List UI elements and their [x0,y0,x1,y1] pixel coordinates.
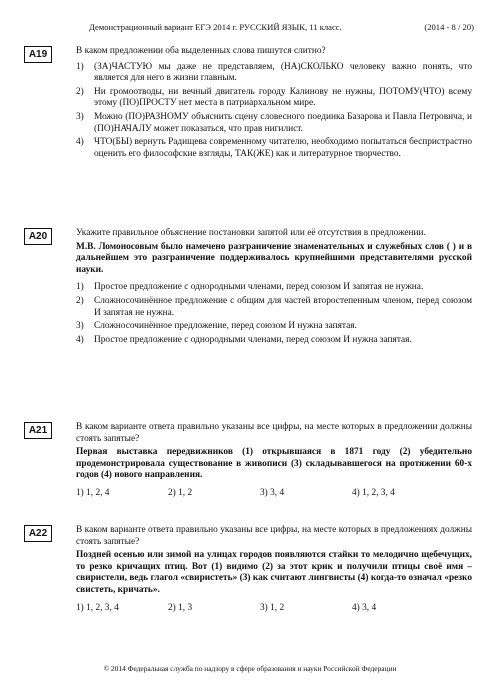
answer-option: 3) Можно (ПО)РАЗНОМУ объяснить сцену словесного поединка Базарова и Павла Петровича, и (ПО)НАЧАЛУ может показаться, что прав нигилист. [76,111,472,134]
answer-choice: 3) 1, 2 [260,602,285,613]
answer-choice: 1) 1, 2, 3, 4 [76,602,119,613]
answer-row [76,488,472,500]
answer-choice: 3) 3, 4 [260,487,285,498]
task-question: Укажите правильное объяснение постановки запятой или её отсутствия в предложении. [76,228,426,238]
answer-option: 2) Сложносочинённое предложение с общим для частей второстепенным членом, перед союзом И запятая не нужна. [76,295,472,318]
task-question: В каком варианте ответа правильно указаны все цифры, на месте которых в предложениях должны стоять запятые? [76,525,472,547]
task-question: В каком варианте ответа правильно указаны все цифры, на месте которых в предложении должны стоять запятые? [76,422,472,444]
answer-choice: 4) 3, 4 [352,602,377,613]
page-header [89,22,474,34]
task-number-box: A21 [24,422,52,439]
answer-choice: 2) 1, 3 [168,602,193,613]
answer-option: 2) Ни громоотводы, ни вечный двигатель городу Калинову не нужны, ПОТОМУ(ЧТО) всему этому (ПО)ПРОСТУ нет места в патриархальном мире. [76,86,472,109]
task-number-box: A20 [24,228,52,245]
task-a21 [24,422,472,500]
task-a20 [24,228,472,348]
answer-option: 1) Простое предложение с однородными членами, перед союзом И запятая не нужна. [76,282,424,293]
answer-option: 4) Простое предложение с однородными членами, перед союзом И нужна запятая. [76,334,412,345]
header-title: Демонстрационный вариант ЕГЭ 2014 г. РУССКИЙ ЯЗЫК, 11 класс. [89,22,342,32]
answer-options [76,62,472,161]
task-sentence: Первая выставка передвижников (1) открывшаяся в 1871 году (2) убедительно продемонстрировала существование в живописи (3) складывавшегося на протяжении 60-х годов (4) нового направления. [76,447,472,481]
answer-choice: 4) 1, 2, 3, 4 [352,487,395,498]
task-a19 [24,46,472,162]
answer-option: 3) Сложносочинённое предложение, перед союзом И нужна запятая. [76,321,357,332]
answer-choice: 1) 1, 2, 4 [76,487,110,498]
answer-option: 4) ЧТО(БЫ) вернуть Радищева современному читателю, необходимо попытаться беспристрастно оценить его философские взгляды, ТАК(ЖЕ) как и литературное творчество. [76,137,472,159]
answer-option: 1) (ЗА)ЧАСТУЮ мы даже не представляем, (НА)СКОЛЬКО человеку важно понять, что является для него в жизни главным. [76,61,472,84]
task-sentence: Поздней осенью или зимой на улицах городов появляются стайки то мелодично щебечущих, то резко кричащих птиц. Вот (1) видимо (2) за этот крик и получили птицы своё имя – свиристели, ведь глагол «свиристеть» (3) как считают лингвисты (4) когда-то означал «резко свистеть, кричать». [76,550,472,595]
task-question: В каком предложении оба выделенных слова пишутся слитно? [76,46,326,56]
task-number-box: A19 [24,46,52,63]
header-page-number: (2014 - 8 / 20) [424,22,474,32]
answer-choice: 2) 1, 2 [168,487,193,498]
answer-options [76,282,472,346]
task-number-box: A22 [24,525,52,542]
page-footer: © 2014 Федеральная служба по надзору в сфере образования и науки Российской Федерации [103,664,397,673]
answer-row [76,603,472,615]
task-a22 [24,525,472,614]
task-sentence: М.В. Ломоносовым было намечено разграничение знаменательных и служебных слов ( ) и в дальнейшем это разграничение поддерживалось крупнейшими представителями русской науки. [76,241,472,275]
